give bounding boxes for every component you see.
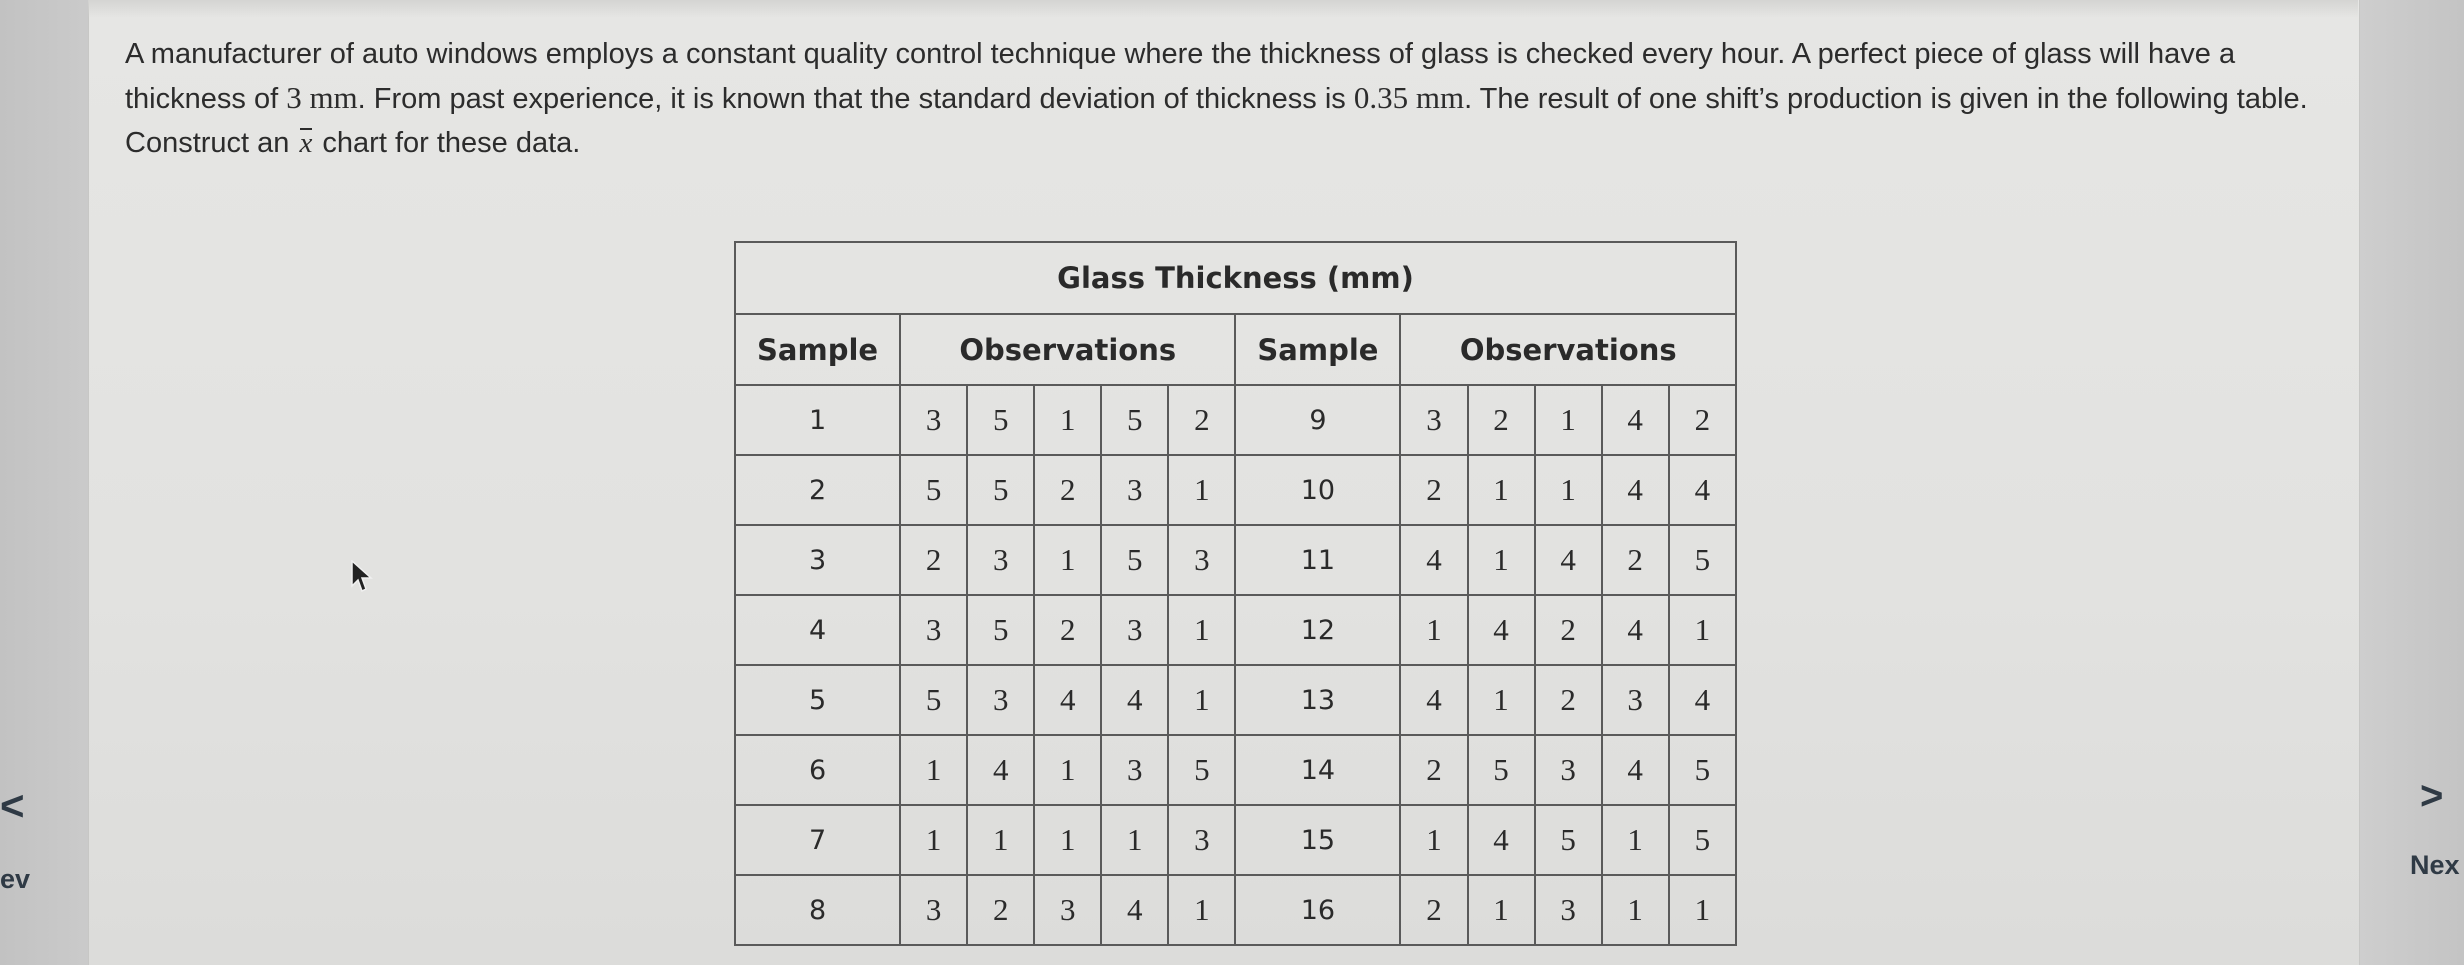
observation-cell: 4 [1400,665,1467,735]
observation-cell: 1 [900,735,967,805]
table-row [735,455,1736,525]
glass-thickness-table [734,241,1737,946]
observation-cell: 5 [1168,735,1235,805]
problem-text-2: . From past experience, it is known that the standard deviation of thickness is [357,83,1354,115]
observation-cell: 5 [1669,525,1736,595]
xbar-symbol: x [297,121,314,165]
observation-cell: 4 [1602,455,1669,525]
observation-cell: 3 [1101,595,1168,665]
problem-text-3: . The result of one shift’s production is given in the following table. Construct an [125,83,2308,159]
observation-cell: 3 [1535,735,1602,805]
observation-cell: 1 [1034,805,1101,875]
observation-cell: 5 [967,385,1034,455]
observation-cell: 4 [1602,735,1669,805]
observation-cell: 2 [967,875,1034,945]
sample-number-right: 9 [1235,385,1400,455]
observation-cell: 3 [900,875,967,945]
observation-cell: 2 [1535,665,1602,735]
sample-number-left: 4 [735,595,900,665]
observation-cell: 4 [1602,385,1669,455]
mouse-cursor-icon [350,560,376,594]
observation-cell: 3 [1400,385,1467,455]
observation-cell: 4 [1669,665,1736,735]
std-dev-value: 0.35 mm [1353,80,1465,115]
observation-cell: 5 [900,455,967,525]
problem-text-4: chart for these data. [314,127,581,159]
header-observations-right: Observations [1400,314,1736,385]
observation-cell: 1 [1602,875,1669,945]
observation-cell: 5 [1669,735,1736,805]
observation-cell: 1 [1034,525,1101,595]
observation-cell: 2 [1400,875,1467,945]
observation-cell: 3 [1101,455,1168,525]
observation-cell: 1 [1669,875,1736,945]
observation-cell: 3 [1168,525,1235,595]
observation-cell: 4 [967,735,1034,805]
observation-cell: 4 [1468,805,1535,875]
sample-number-left: 6 [735,735,900,805]
sample-number-left: 1 [735,385,900,455]
problem-statement [125,32,2325,165]
observation-cell: 1 [1034,735,1101,805]
observation-cell: 3 [900,595,967,665]
observation-cell: 2 [1535,595,1602,665]
observation-cell: 3 [1535,875,1602,945]
observation-cell: 4 [1034,665,1101,735]
observation-cell: 1 [1101,805,1168,875]
observation-cell: 3 [1101,735,1168,805]
observation-cell: 5 [967,595,1034,665]
sample-number-right: 12 [1235,595,1400,665]
header-sample-left: Sample [735,314,900,385]
observation-cell: 3 [1168,805,1235,875]
observation-cell: 1 [1400,805,1467,875]
sample-number-left: 3 [735,525,900,595]
observation-cell: 5 [967,455,1034,525]
sample-number-right: 13 [1235,665,1400,735]
observation-cell: 1 [1168,875,1235,945]
observation-cell: 4 [1101,875,1168,945]
observation-cell: 1 [1535,455,1602,525]
observation-cell: 3 [1602,665,1669,735]
table-row [735,385,1736,455]
observation-cell: 3 [967,665,1034,735]
observation-cell: 4 [1602,595,1669,665]
observation-cell: 2 [1168,385,1235,455]
perfect-thickness-value: 3 mm [286,80,358,115]
observation-cell: 5 [1535,805,1602,875]
observation-cell: 5 [1669,805,1736,875]
observation-cell: 1 [1468,875,1535,945]
header-sample-right: Sample [1235,314,1400,385]
table-row [735,525,1736,595]
sample-number-right: 16 [1235,875,1400,945]
observation-cell: 4 [1101,665,1168,735]
sample-number-left: 2 [735,455,900,525]
table-row [735,735,1736,805]
observation-cell: 1 [1535,385,1602,455]
sample-number-right: 15 [1235,805,1400,875]
sample-number-left: 7 [735,805,900,875]
observation-cell: 4 [1468,595,1535,665]
sample-number-right: 11 [1235,525,1400,595]
prev-button-label[interactable]: ev [0,864,31,894]
observation-cell: 1 [1168,595,1235,665]
table-row [735,875,1736,945]
observation-cell: 4 [1535,525,1602,595]
observation-cell: 1 [1602,805,1669,875]
observation-cell: 1 [1168,665,1235,735]
table-caption: Glass Thickness (mm) [735,242,1736,314]
observation-cell: 3 [967,525,1034,595]
header-observations-left: Observations [900,314,1235,385]
sample-number-left: 5 [735,665,900,735]
observation-cell: 2 [1034,455,1101,525]
observation-cell: 5 [1468,735,1535,805]
observation-cell: 1 [1400,595,1467,665]
sample-number-left: 8 [735,875,900,945]
observation-cell: 1 [1669,595,1736,665]
observation-cell: 5 [900,665,967,735]
next-chevron-icon[interactable]: > [2420,774,2444,818]
observation-cell: 1 [1168,455,1235,525]
observation-cell: 2 [1669,385,1736,455]
observation-cell: 3 [1034,875,1101,945]
card-top-edge [88,0,2358,18]
observation-cell: 4 [1669,455,1736,525]
observation-cell: 1 [967,805,1034,875]
observation-cell: 5 [1101,525,1168,595]
observation-cell: 1 [1468,525,1535,595]
observation-cell: 2 [900,525,967,595]
observation-cell: 1 [1468,455,1535,525]
observation-cell: 3 [900,385,967,455]
next-button-label[interactable]: Nex [2410,850,2460,880]
observation-cell: 2 [1400,455,1467,525]
observation-cell: 1 [1468,665,1535,735]
observation-cell: 2 [1400,735,1467,805]
observation-cell: 1 [1034,385,1101,455]
prev-chevron-icon[interactable]: < [0,782,25,829]
observation-cell: 4 [1400,525,1467,595]
table-row [735,805,1736,875]
observation-cell: 2 [1034,595,1101,665]
observation-cell: 5 [1101,385,1168,455]
sample-number-right: 14 [1235,735,1400,805]
observation-cell: 1 [900,805,967,875]
observation-cell: 2 [1602,525,1669,595]
problem-text-1: A manufacturer of auto windows employs a constant quality control technique where the thickness of glass is checked every hour. A perfect piece of glass will have a thickness of [125,38,2236,115]
table-row [735,665,1736,735]
observation-cell: 2 [1468,385,1535,455]
sample-number-right: 10 [1235,455,1400,525]
table-row [735,595,1736,665]
